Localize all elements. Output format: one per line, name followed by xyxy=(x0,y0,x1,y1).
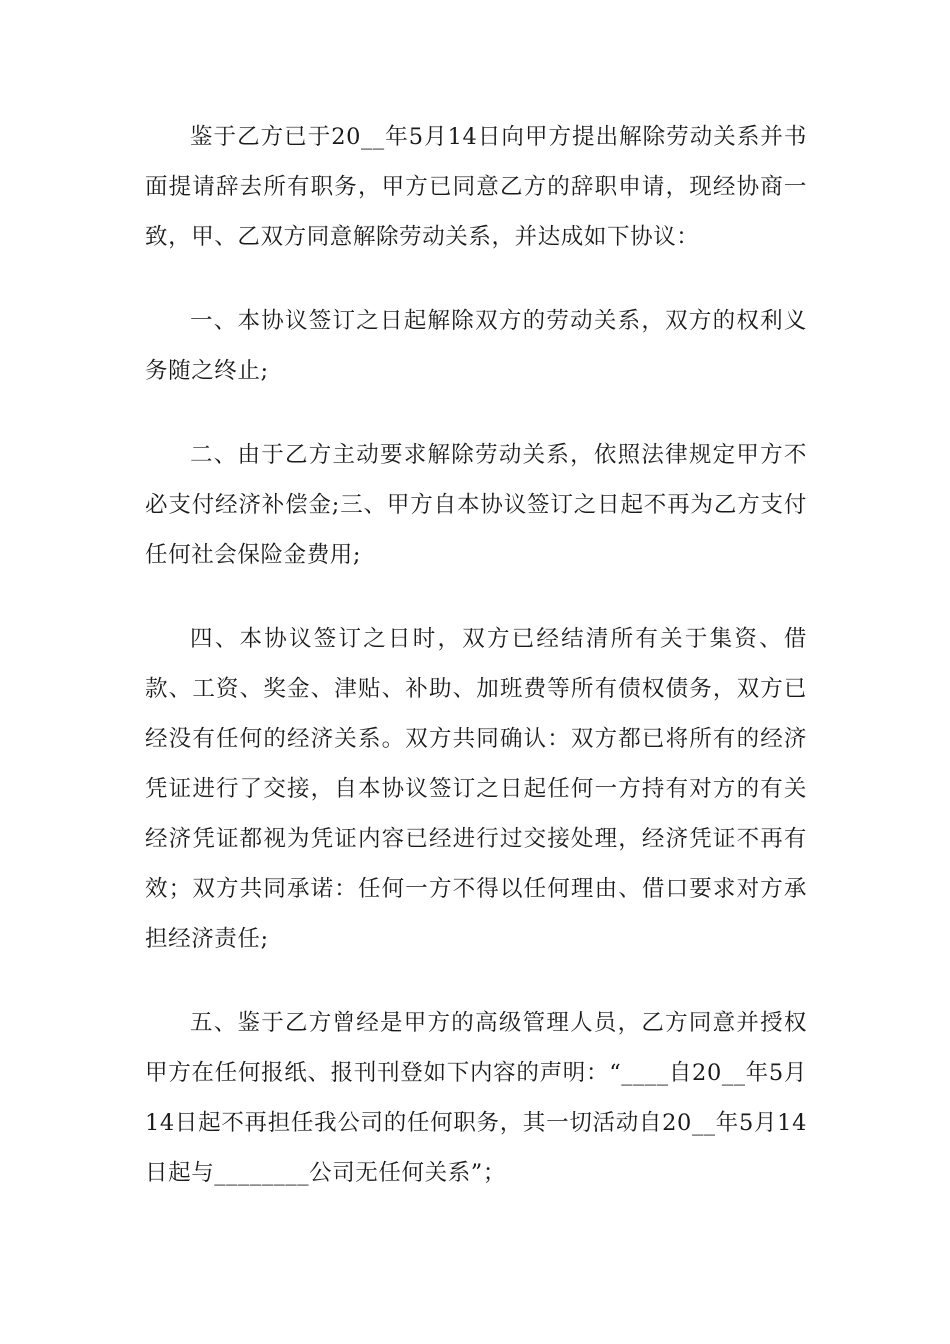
paragraph-clause-1: 一、本协议签订之日起解除双方的劳动关系，双方的权利义务随之终止; xyxy=(145,308,807,384)
paragraph-preamble: 鉴于乙方已于20__年5月14日向甲方提出解除劳动关系并书面提请辞去所有职务，甲方已同意乙方的辞职申请，现经协商一致，甲、乙双方同意解除劳动关系，并达成如下协议： xyxy=(145,124,807,250)
paragraph-clause-5: 五、鉴于乙方曾经是甲方的高级管理人员，乙方同意并授权甲方在任何报纸、报刊刊登如下内容的声明：“____自20__年5月14日起不再担任我公司的任何职务，其一切活动自20__年5月14日起与________公司无任何关系”； xyxy=(145,1010,807,1186)
paragraph-clause-4: 四、本协议签订之日时，双方已经结清所有关于集资、借款、工资、奖金、津贴、补助、加班费等所有债权债务，双方已经没有任何的经济关系。双方共同确认：双方都已将所有的经济凭证进行了交接，自本协议签订之日起任何一方持有对方的有关经济凭证都视为凭证内容已经进行过交接处理，经济凭证不再有效；双方共同承诺：任何一方不得以任何理由、借口要求对方承担经济责任; xyxy=(145,626,807,952)
document-body xyxy=(145,112,807,1232)
paragraph-clause-2-3: 二、由于乙方主动要求解除劳动关系，依照法律规定甲方不必支付经济补偿金;三、甲方自本协议签订之日起不再为乙方支付任何社会保险金费用; xyxy=(145,442,807,568)
